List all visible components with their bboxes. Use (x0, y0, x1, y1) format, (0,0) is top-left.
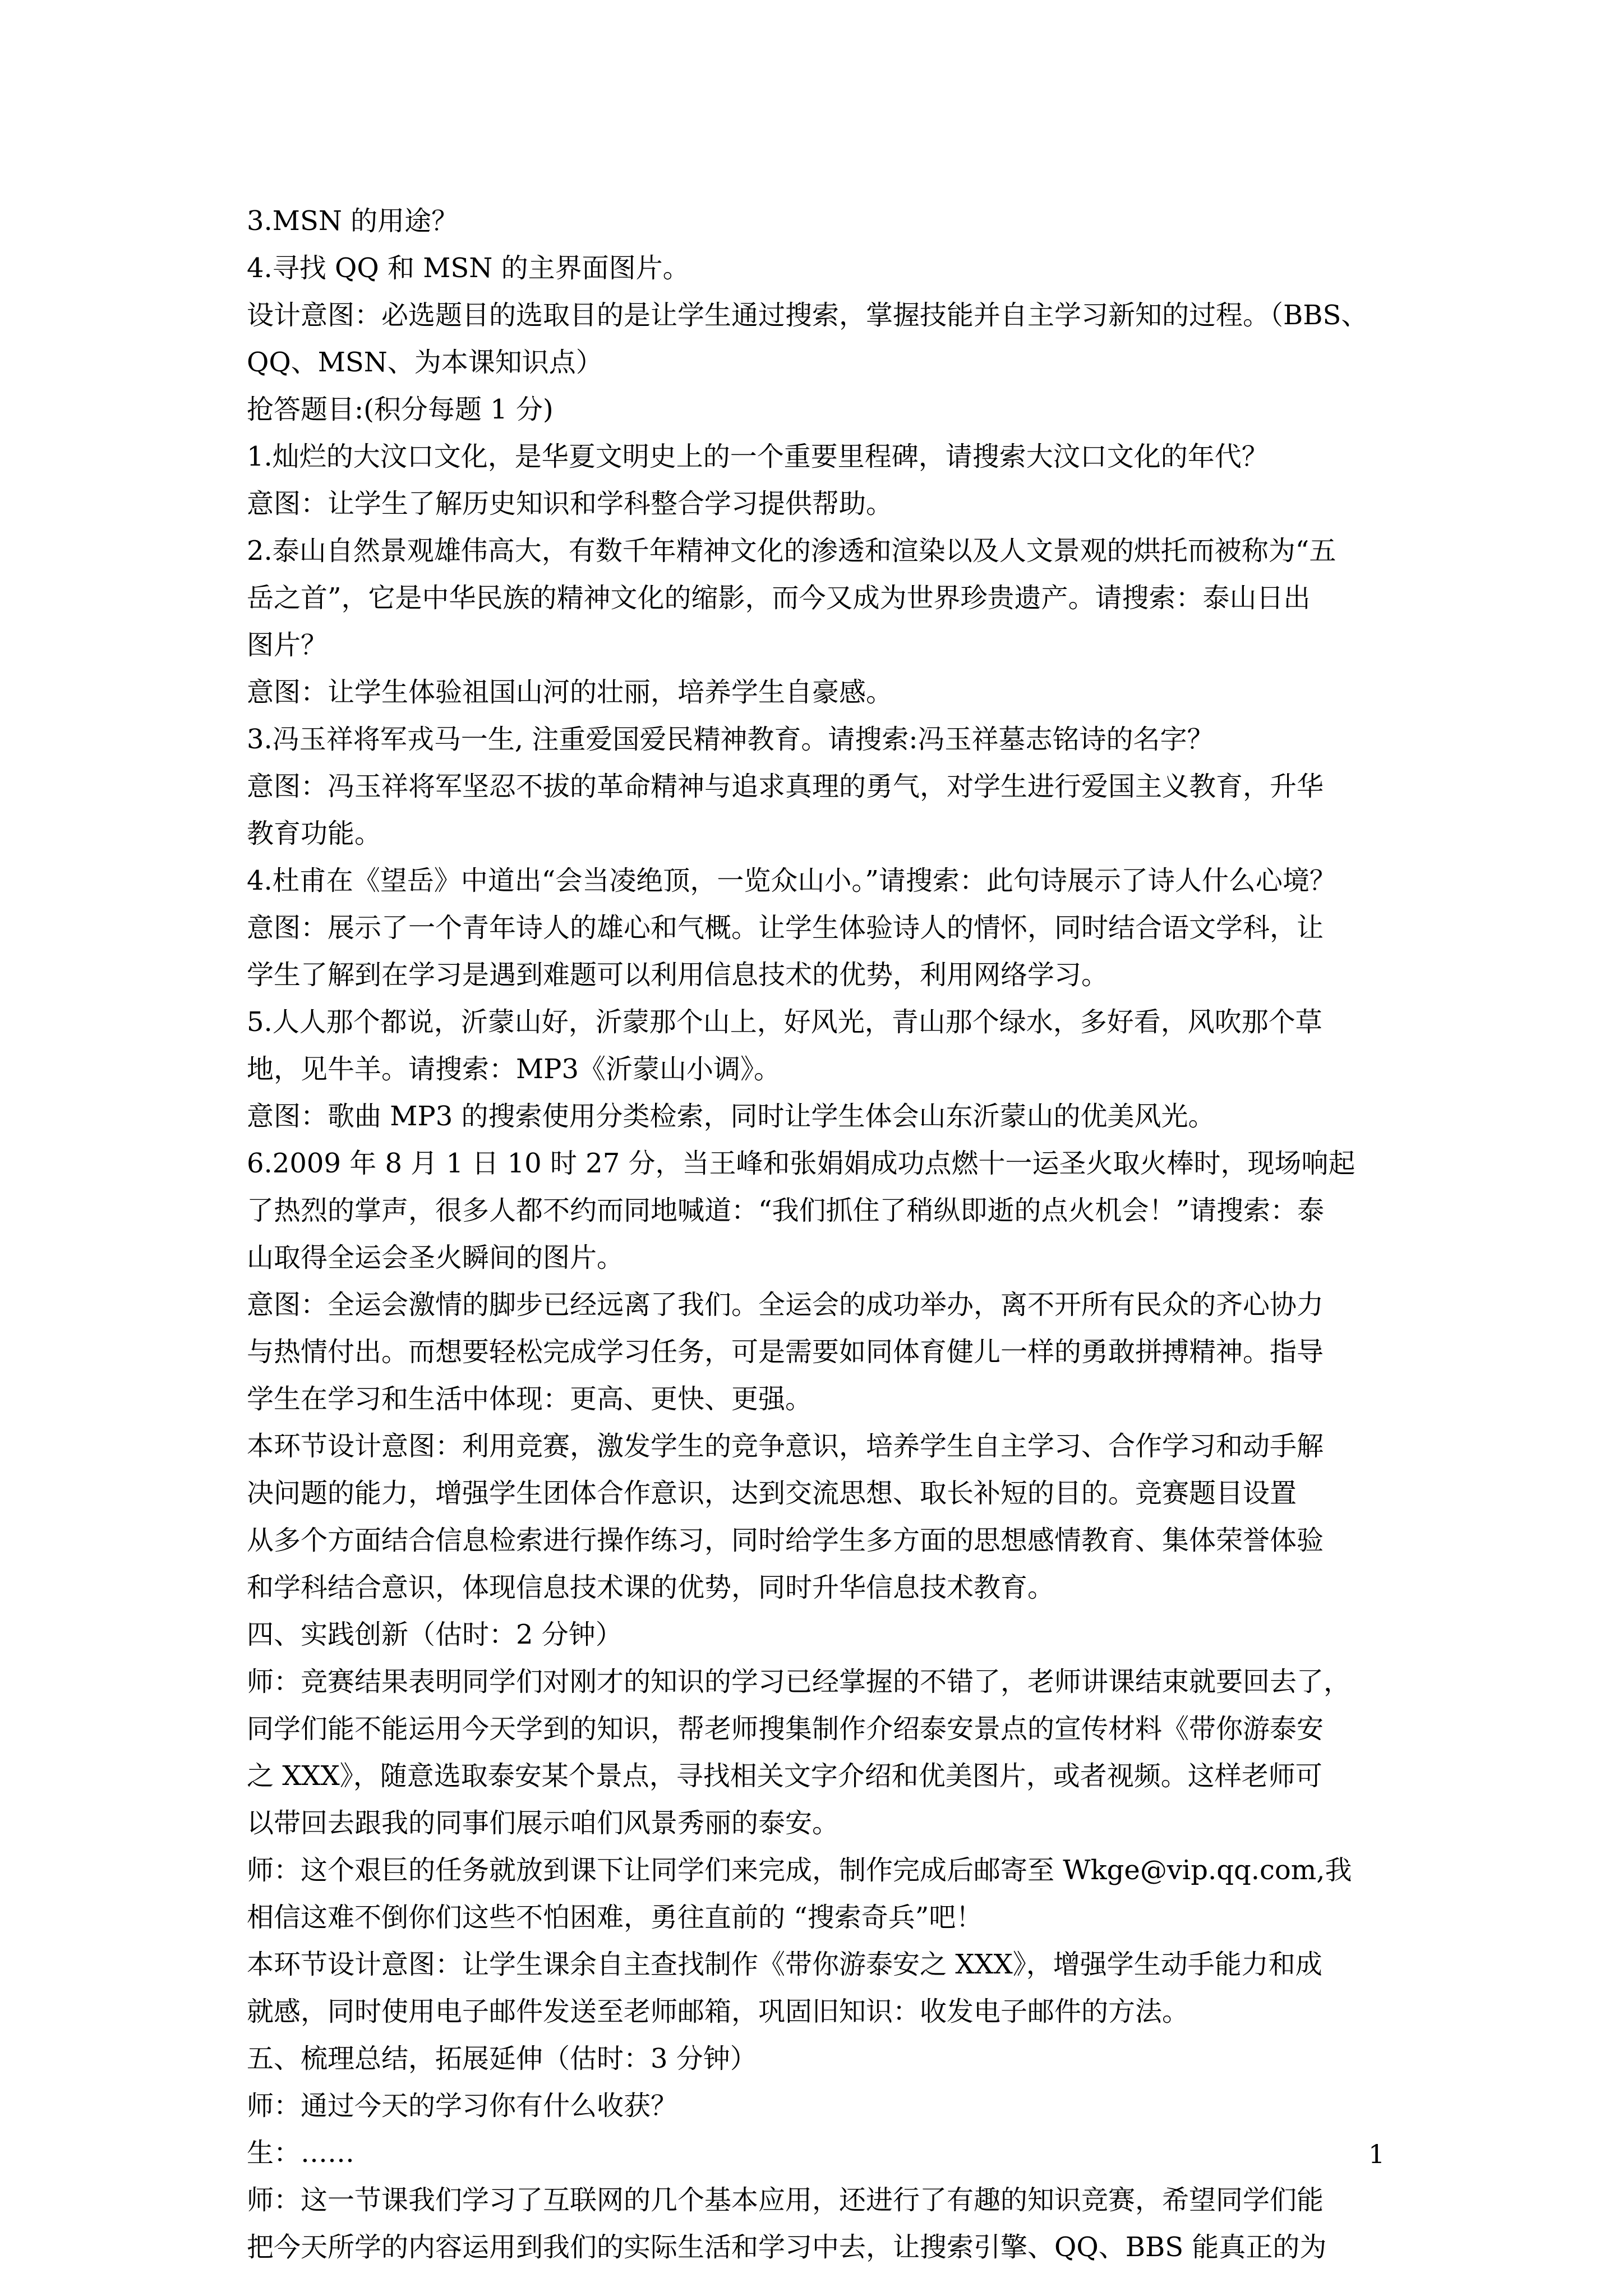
text-line: 图片？ (247, 629, 328, 661)
text-line: 教育功能。 (247, 818, 382, 849)
text-line: 了热烈的掌声，很多人都不约而同地喊道：“我们抓住了稍纵即逝的点火机会！”请搜索：泰 (247, 1195, 1325, 1226)
text-line: 师：通过今天的学习你有什么收获？ (247, 2090, 678, 2122)
text-line: 3.冯玉祥将军戎马一生, 注重爱国爱民精神教育。请搜索:冯玉祥墓志铭诗的名字？ (247, 724, 1214, 755)
text-line: 从多个方面结合信息检索进行操作练习，同时给学生多方面的思想感情教育、集体荣誉体验 (247, 1525, 1324, 1556)
text-line: 4.寻找 QQ 和 MSN 的主界面图片。 (247, 252, 690, 284)
text-line: 意图：歌曲 MP3 的搜索使用分类检索，同时让学生体会山东沂蒙山的优美风光。 (247, 1101, 1215, 1132)
text-line: 师：这一节课我们学习了互联网的几个基本应用，还进行了有趣的知识竞赛，希望同学们能 (247, 2184, 1324, 2216)
text-line: 地，见牛羊。请搜索：MP3《沂蒙山小调》。 (247, 1053, 781, 1085)
text-line: 同学们能不能运用今天学到的知识，帮老师搜集制作介绍泰安景点的宣传材料《带你游泰安 (247, 1713, 1324, 1745)
text-line: 4.杜甫在《望岳》中道出“会当凌绝顶，一览众山小。”请搜索：此句诗展示了诗人什么心境？ (247, 865, 1336, 896)
text-line: 之 XXX》，随意选取泰安某个景点，寻找相关文字介绍和优美图片，或者视频。这样老师可 (247, 1760, 1322, 1792)
text-line: 3.MSN 的用途？ (247, 205, 459, 237)
text-line: 学生了解到在学习是遇到难题可以利用信息技术的优势，利用网络学习。 (247, 959, 1109, 991)
text-line: 意图：让学生体验祖国山河的壮丽，培养学生自豪感。 (247, 677, 893, 708)
page-number: 1 (1368, 2139, 1385, 2169)
text-line: 5.人人那个都说，沂蒙山好，沂蒙那个山上，好风光，青山那个绿水，多好看，风吹那个草 (247, 1006, 1322, 1038)
text-line: 本环节设计意图：利用竞赛，激发学生的竞争意识，培养学生自主学习、合作学习和动手解 (247, 1430, 1324, 1462)
text-line: 把今天所学的内容运用到我们的实际生活和学习中去，让搜索引擎、QQ、BBS 能真正的为 (247, 2231, 1327, 2263)
text-line: 师：竞赛结果表明同学们对刚才的知识的学习已经掌握的不错了，老师讲课结束就要回去了， (247, 1666, 1351, 1697)
text-line: 相信这难不倒你们这些不怕困难，勇往直前的 “搜索奇兵”吧！ (247, 1902, 983, 1933)
text-line: 岳之首”，它是中华民族的精神文化的缩影，而今又成为世界珍贵遗产。请搜索：泰山日出 (247, 582, 1311, 614)
text-line: 五、梳理总结，拓展延伸（估时：3 分钟） (247, 2043, 757, 2074)
document-body (247, 197, 1383, 2271)
text-line: 6.2009 年 8 月 1 日 10 时 27 分，当王峰和张娟娟成功点燃十一运圣火取火棒时，现场响起 (247, 1148, 1355, 1179)
text-line: QQ、MSN、为本课知识点） (247, 347, 603, 378)
text-line: 以带回去跟我的同事们展示咱们风景秀丽的泰安。 (247, 1807, 840, 1839)
text-line: 意图：展示了一个青年诗人的雄心和气概。让学生体验诗人的情怀，同时结合语文学科，让 (247, 912, 1324, 944)
text-line: 就感，同时使用电子邮件发送至老师邮箱，巩固旧知识：收发电子邮件的方法。 (247, 1996, 1189, 2027)
text-line: 四、实践创新（估时：2 分钟） (247, 1619, 623, 1650)
text-line: 生：…… (247, 2137, 355, 2169)
text-line: 学生在学习和生活中体现：更高、更快、更强。 (247, 1383, 813, 1415)
text-line: 1.灿烂的大汶口文化，是华夏文明史上的一个重要里程碑，请搜索大汶口文化的年代？ (247, 441, 1269, 472)
text-line: 设计意图：必选题目的选取目的是让学生通过搜索，掌握技能并自主学习新知的过程。（BBS、 (247, 300, 1368, 331)
text-line: 意图：全运会激情的脚步已经远离了我们。全运会的成功举办，离不开所有民众的齐心协力 (247, 1289, 1324, 1320)
text-line: 山取得全运会圣火瞬间的图片。 (247, 1242, 624, 1273)
text-line: 决问题的能力，增强学生团体合作意识，达到交流思想、取长补短的目的。竞赛题目设置 (247, 1478, 1297, 1509)
text-line: 师：这个艰巨的任务就放到课下让同学们来完成，制作完成后邮寄至 Wkge@vip.qq.com,我 (247, 1855, 1352, 1886)
text-line: 意图：让学生了解历史知识和学科整合学习提供帮助。 (247, 488, 893, 519)
text-line: 本环节设计意图：让学生课余自主查找制作《带你游泰安之 XXX》，增强学生动手能力和成 (247, 1949, 1322, 1980)
text-line: 意图：冯玉祥将军坚忍不拔的革命精神与追求真理的勇气，对学生进行爱国主义教育，升华 (247, 771, 1324, 802)
text-line: 2.泰山自然景观雄伟高大，有数千年精神文化的渗透和渲染以及人文景观的烘托而被称为“五 (247, 535, 1336, 567)
text-line: 和学科结合意识，体现信息技术课的优势，同时升华信息技术教育。 (247, 1572, 1055, 1603)
text-line: 抢答题目:(积分每题 1 分) (247, 394, 554, 425)
text-line: 与热情付出。而想要轻松完成学习任务，可是需要如同体育健儿一样的勇敢拼搏精神。指导 (247, 1336, 1324, 1368)
